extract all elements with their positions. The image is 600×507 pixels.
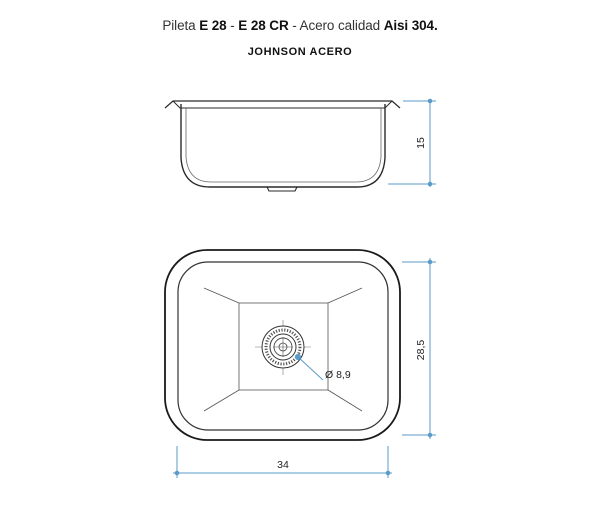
top-view	[165, 250, 400, 440]
drain-leader-dot	[295, 354, 300, 359]
title-part: - Acero calidad	[288, 18, 384, 33]
width-arrow-left	[175, 471, 179, 475]
title-part: E 28 CR	[238, 18, 289, 33]
corner-line-tr	[328, 288, 362, 303]
depth-arrow-top	[428, 99, 432, 103]
length-arrow-bottom	[428, 433, 432, 437]
title-part: E 28	[199, 18, 227, 33]
depth-arrow-bottom	[428, 182, 432, 186]
drain-diameter-label: Ø 8,9	[325, 369, 351, 381]
side-view-rim-inner	[173, 101, 392, 108]
dimension-lines	[173, 99, 436, 478]
drain-leader-line	[297, 356, 323, 380]
depth-label: 15	[415, 137, 427, 149]
corner-line-bl	[204, 390, 239, 411]
length-label: 28,5	[415, 339, 427, 361]
side-view	[165, 101, 400, 191]
width-label: 34	[277, 459, 289, 471]
brand-name: JOHNSON ACERO	[247, 46, 353, 58]
corner-line-tl	[204, 288, 239, 303]
title-part: Aisi 304.	[383, 18, 438, 33]
width-arrow-right	[386, 471, 390, 475]
length-arrow-top	[428, 260, 432, 264]
side-view-rim-outer	[165, 101, 400, 108]
title-part: -	[226, 18, 239, 33]
title-part: Pileta	[162, 18, 200, 33]
corner-line-br	[328, 390, 362, 411]
side-view-bowl-inner	[186, 108, 381, 182]
side-view-bowl-outer	[181, 104, 385, 187]
